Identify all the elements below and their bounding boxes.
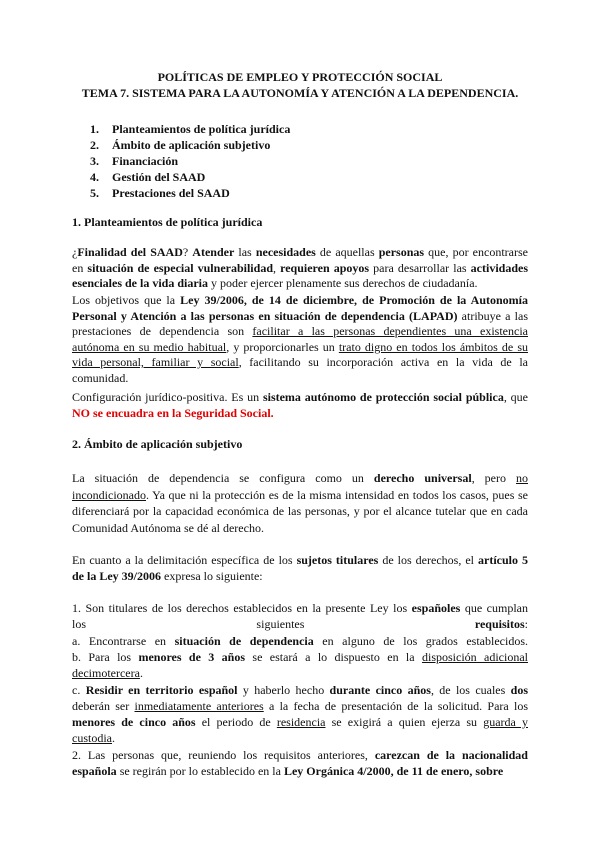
text-line: 1. Son titulares de los derechos establecidos en la presente Ley los españoles que cumplan — [72, 601, 529, 615]
toc-item: 2. Ámbito de aplicación subjetivo — [90, 138, 271, 152]
text-line: Comunidad Autónoma se dé al derecho. — [72, 520, 264, 535]
text-line: diferenciará por la capacidad económica de las personas, y por el alcance tutelar que en cada — [72, 504, 528, 518]
text-line: c. Residir en territorio español y haberlo hecho durante cinco años, de los cuales dos — [72, 682, 528, 697]
toc-item: 1. Planteamientos de política jurídica — [90, 122, 291, 136]
text-line: incondicionado. Ya que ni la protección es de la misma intensidad en todos los casos, pues se — [72, 487, 528, 502]
toc-item: 5. Prestaciones del SAAD — [90, 186, 230, 200]
text-line: La situación de dependencia se configura como un derecho universal, pero no — [72, 471, 529, 485]
text-line: 2. Las personas que, reuniendo los requisitos anteriores, carezcan de la nacionalidad — [72, 747, 528, 762]
text-line: prestaciones de dependencia son facilitar a las personas dependientes una existencia — [72, 324, 528, 338]
document-title: POLÍTICAS DE EMPLEO Y PROTECCIÓN SOCIAL — [157, 70, 443, 84]
text-line: decimotercera. — [72, 666, 143, 681]
text-line: En cuanto a la delimitación específica de los sujetos titulares de los derechos, el artículo 5 — [72, 553, 528, 567]
text-line: a. Encontrarse en situación de dependencia en alguno de los grados establecidos. — [72, 633, 528, 648]
text-line: autónoma en su medio habitual, y proporcionarles un trato digno en todos los ámbitos de su — [72, 339, 528, 354]
text-line: esenciales de la vida diaria y poder ejercer plenamente sus derechos de ciudadanía. — [72, 276, 478, 290]
text-line: ¿Finalidad del SAAD? Atender las necesidades de aquellas personas que, por encontrarse — [72, 245, 528, 259]
text-line: b. Para los menores de 3 años se estará a lo dispuesto en la disposición adicional — [72, 649, 529, 664]
text-line: NO se encuadra en la Seguridad Social. — [72, 405, 274, 420]
document-subtitle: TEMA 7. SISTEMA PARA LA AUTONOMÍA Y ATENCIÓN A LA DEPENDENCIA. — [81, 86, 519, 100]
text-line: custodia. — [72, 731, 115, 746]
section-2-heading: 2. Ámbito de aplicación subjetivo — [72, 437, 243, 451]
text-line: española se regirán por lo establecido en la Ley Orgánica 4/2000, de 11 de enero, sobre — [72, 764, 504, 778]
toc-item: 3. Financiación — [90, 154, 179, 168]
text-line: Configuración jurídico-positiva. Es un sistema autónomo de protección social pública, que — [72, 390, 528, 404]
text-line: vida personal, familiar y social, facilitando su incorporación activa en la vida de la — [72, 355, 528, 369]
text-line: en situación de especial vulnerabilidad, requieren apoyos para desarrollar las actividades — [72, 260, 528, 275]
text-line: menores de cinco años el periodo de residencia se exigirá a quien ejerza su guarda y — [72, 715, 528, 730]
text-line: los siguientes requisitos: — [72, 617, 528, 632]
text-line: Los objetivos que la Ley 39/2006, de 14 de diciembre, de Promoción de la Autonomía — [72, 293, 529, 307]
text-line: comunidad. — [72, 370, 129, 385]
section-1-heading: 1. Planteamientos de política jurídica — [72, 215, 263, 229]
text-line: de la Ley 39/2006 expresa lo siguiente: — [72, 569, 263, 583]
toc-item: 4. Gestión del SAAD — [90, 170, 206, 184]
text-line: deberán ser inmediatamente anteriores a la fecha de presentación de la solicitud. Para los — [72, 698, 528, 713]
text-line: Personal y Atención a las personas en situación de dependencia (LAPAD) atribuye a las — [72, 308, 528, 323]
